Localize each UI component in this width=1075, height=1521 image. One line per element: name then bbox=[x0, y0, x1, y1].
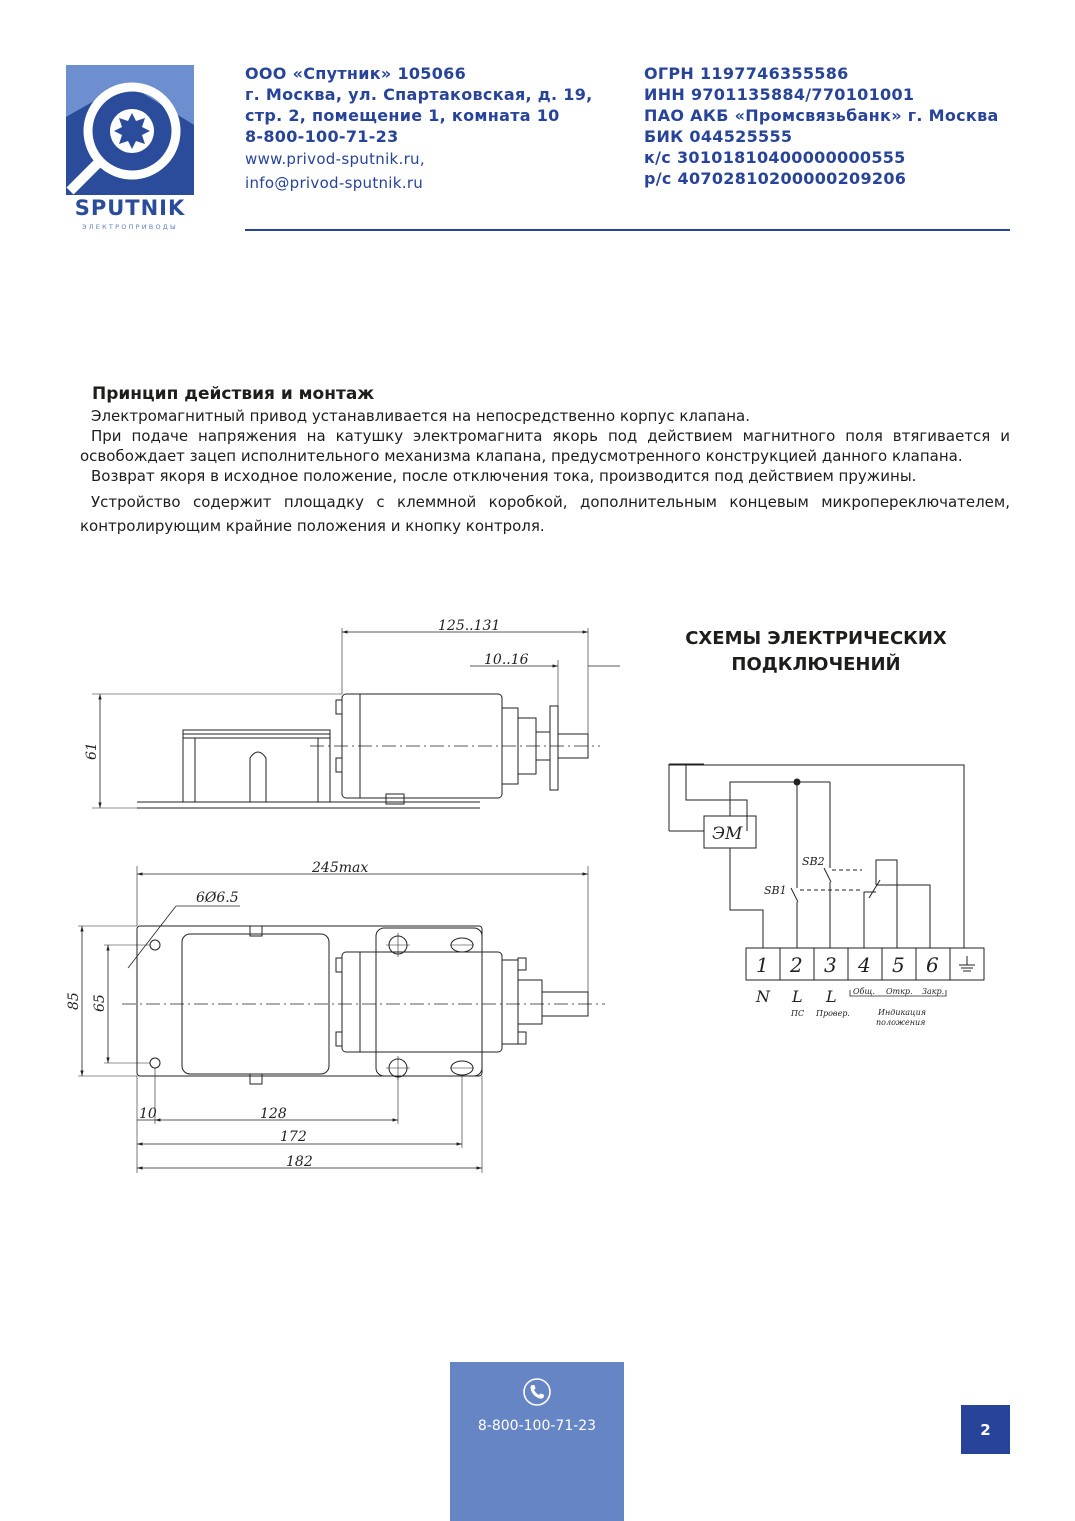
paragraph: Возврат якоря в исходное положение, после отключения тока, производится под действием пружины. bbox=[91, 467, 917, 485]
requisite-line: ПАО АКБ «Промсвязьбанк» г. Москва bbox=[644, 106, 999, 125]
logo-emblem bbox=[66, 65, 194, 195]
footer-contact bbox=[450, 1362, 624, 1521]
company-address bbox=[245, 63, 593, 195]
company-requisites bbox=[644, 63, 999, 189]
requisite-line: БИК 044525555 bbox=[644, 127, 793, 146]
company-line: г. Москва, ул. Спартаковская, д. 19, bbox=[245, 85, 593, 104]
paragraph: При подаче напряжения на катушку электромагнита якорь под действием магнитного поля втягивается и освобождает зацеп исполнительного механизма клапана, предусмотренного конструкцией данного клапана. bbox=[80, 427, 1010, 465]
phase-label: L bbox=[792, 987, 803, 1006]
dim-label: 245max bbox=[312, 860, 369, 876]
header-divider bbox=[245, 229, 1010, 231]
side-view bbox=[92, 628, 620, 808]
terminal-number: 1 bbox=[756, 953, 769, 977]
indication-label: Общ. bbox=[853, 987, 875, 996]
logo-subtitle: ЭЛЕКТРОПРИВОДЫ bbox=[81, 223, 178, 231]
technical-drawing bbox=[60, 608, 640, 1178]
company-logo bbox=[66, 65, 194, 235]
section-body bbox=[80, 406, 1010, 538]
indication-caption: Индикация bbox=[878, 1008, 927, 1017]
dim-label: 85 bbox=[66, 992, 82, 1010]
phase-sublabel: ПС bbox=[791, 1009, 805, 1018]
page-number: 2 bbox=[961, 1405, 1010, 1454]
paragraph: Устройство содержит площадку с клеммной коробкой, дополнительным концевым микропереключателем, контролирующим крайние положения и кнопку контроля. bbox=[80, 493, 1010, 535]
phase-sublabel: Провер. bbox=[816, 1009, 850, 1018]
dim-label: 6Ø6.5 bbox=[196, 890, 239, 906]
terminal-number: 3 bbox=[824, 953, 837, 977]
terminal-number: 5 bbox=[892, 953, 905, 977]
requisite-line: ИНН 9701135884/770101001 bbox=[644, 85, 915, 104]
requisite-line: ОГРН 1197746355586 bbox=[644, 64, 849, 83]
wiring-diagram bbox=[650, 620, 1020, 1040]
switch-label: SB1 bbox=[764, 884, 787, 897]
switch-label: SB2 bbox=[802, 855, 825, 868]
company-phone: 8-800-100-71-23 bbox=[245, 127, 399, 146]
coil-label: ЭМ bbox=[712, 824, 743, 844]
phase-label: N bbox=[756, 987, 770, 1006]
indication-caption: положения bbox=[876, 1018, 926, 1027]
indication-label: Закр. bbox=[922, 987, 945, 996]
section-title: Принцип действия и монтаж bbox=[92, 384, 375, 404]
company-website-link[interactable]: www.privod-sputnik.ru, bbox=[245, 150, 425, 168]
dim-label: 182 bbox=[286, 1154, 313, 1170]
ground-icon bbox=[959, 956, 975, 971]
company-line: ООО «Спутник» 105066 bbox=[245, 64, 467, 83]
dim-label: 10 bbox=[139, 1106, 157, 1122]
dim-label: 65 bbox=[92, 994, 108, 1012]
dim-label: 128 bbox=[260, 1106, 287, 1122]
dim-label: 125..131 bbox=[438, 618, 501, 634]
requisite-line: к/с 30101810400000000555 bbox=[644, 148, 906, 167]
schema-title: СХЕМЫ ЭЛЕКТРИЧЕСКИХ ПОДКЛЮЧЕНИЙ bbox=[685, 628, 947, 675]
phone-icon bbox=[521, 1376, 553, 1408]
phase-label: L bbox=[826, 987, 837, 1006]
requisite-line: р/с 40702810200000209206 bbox=[644, 169, 907, 188]
wiring-schema bbox=[650, 620, 1020, 1040]
terminal-number: 4 bbox=[858, 953, 871, 977]
logo-wordmark: SPUTNIK bbox=[74, 196, 186, 220]
company-line: стр. 2, помещение 1, комната 10 bbox=[245, 106, 560, 125]
indication-label: Откр. bbox=[886, 987, 913, 996]
terminal-number: 6 bbox=[926, 953, 939, 977]
dim-label: 10..16 bbox=[484, 652, 529, 668]
terminal-number: 2 bbox=[790, 953, 803, 977]
plan-view bbox=[78, 866, 605, 1173]
company-email-link[interactable]: info@privod-sputnik.ru bbox=[245, 174, 424, 192]
paragraph: Электромагнитный привод устанавливается на непосредственно корпус клапана. bbox=[91, 407, 750, 425]
footer-phone[interactable]: 8-800-100-71-23 bbox=[477, 1418, 597, 1434]
dim-label: 61 bbox=[84, 742, 100, 760]
dim-label: 172 bbox=[280, 1129, 307, 1145]
